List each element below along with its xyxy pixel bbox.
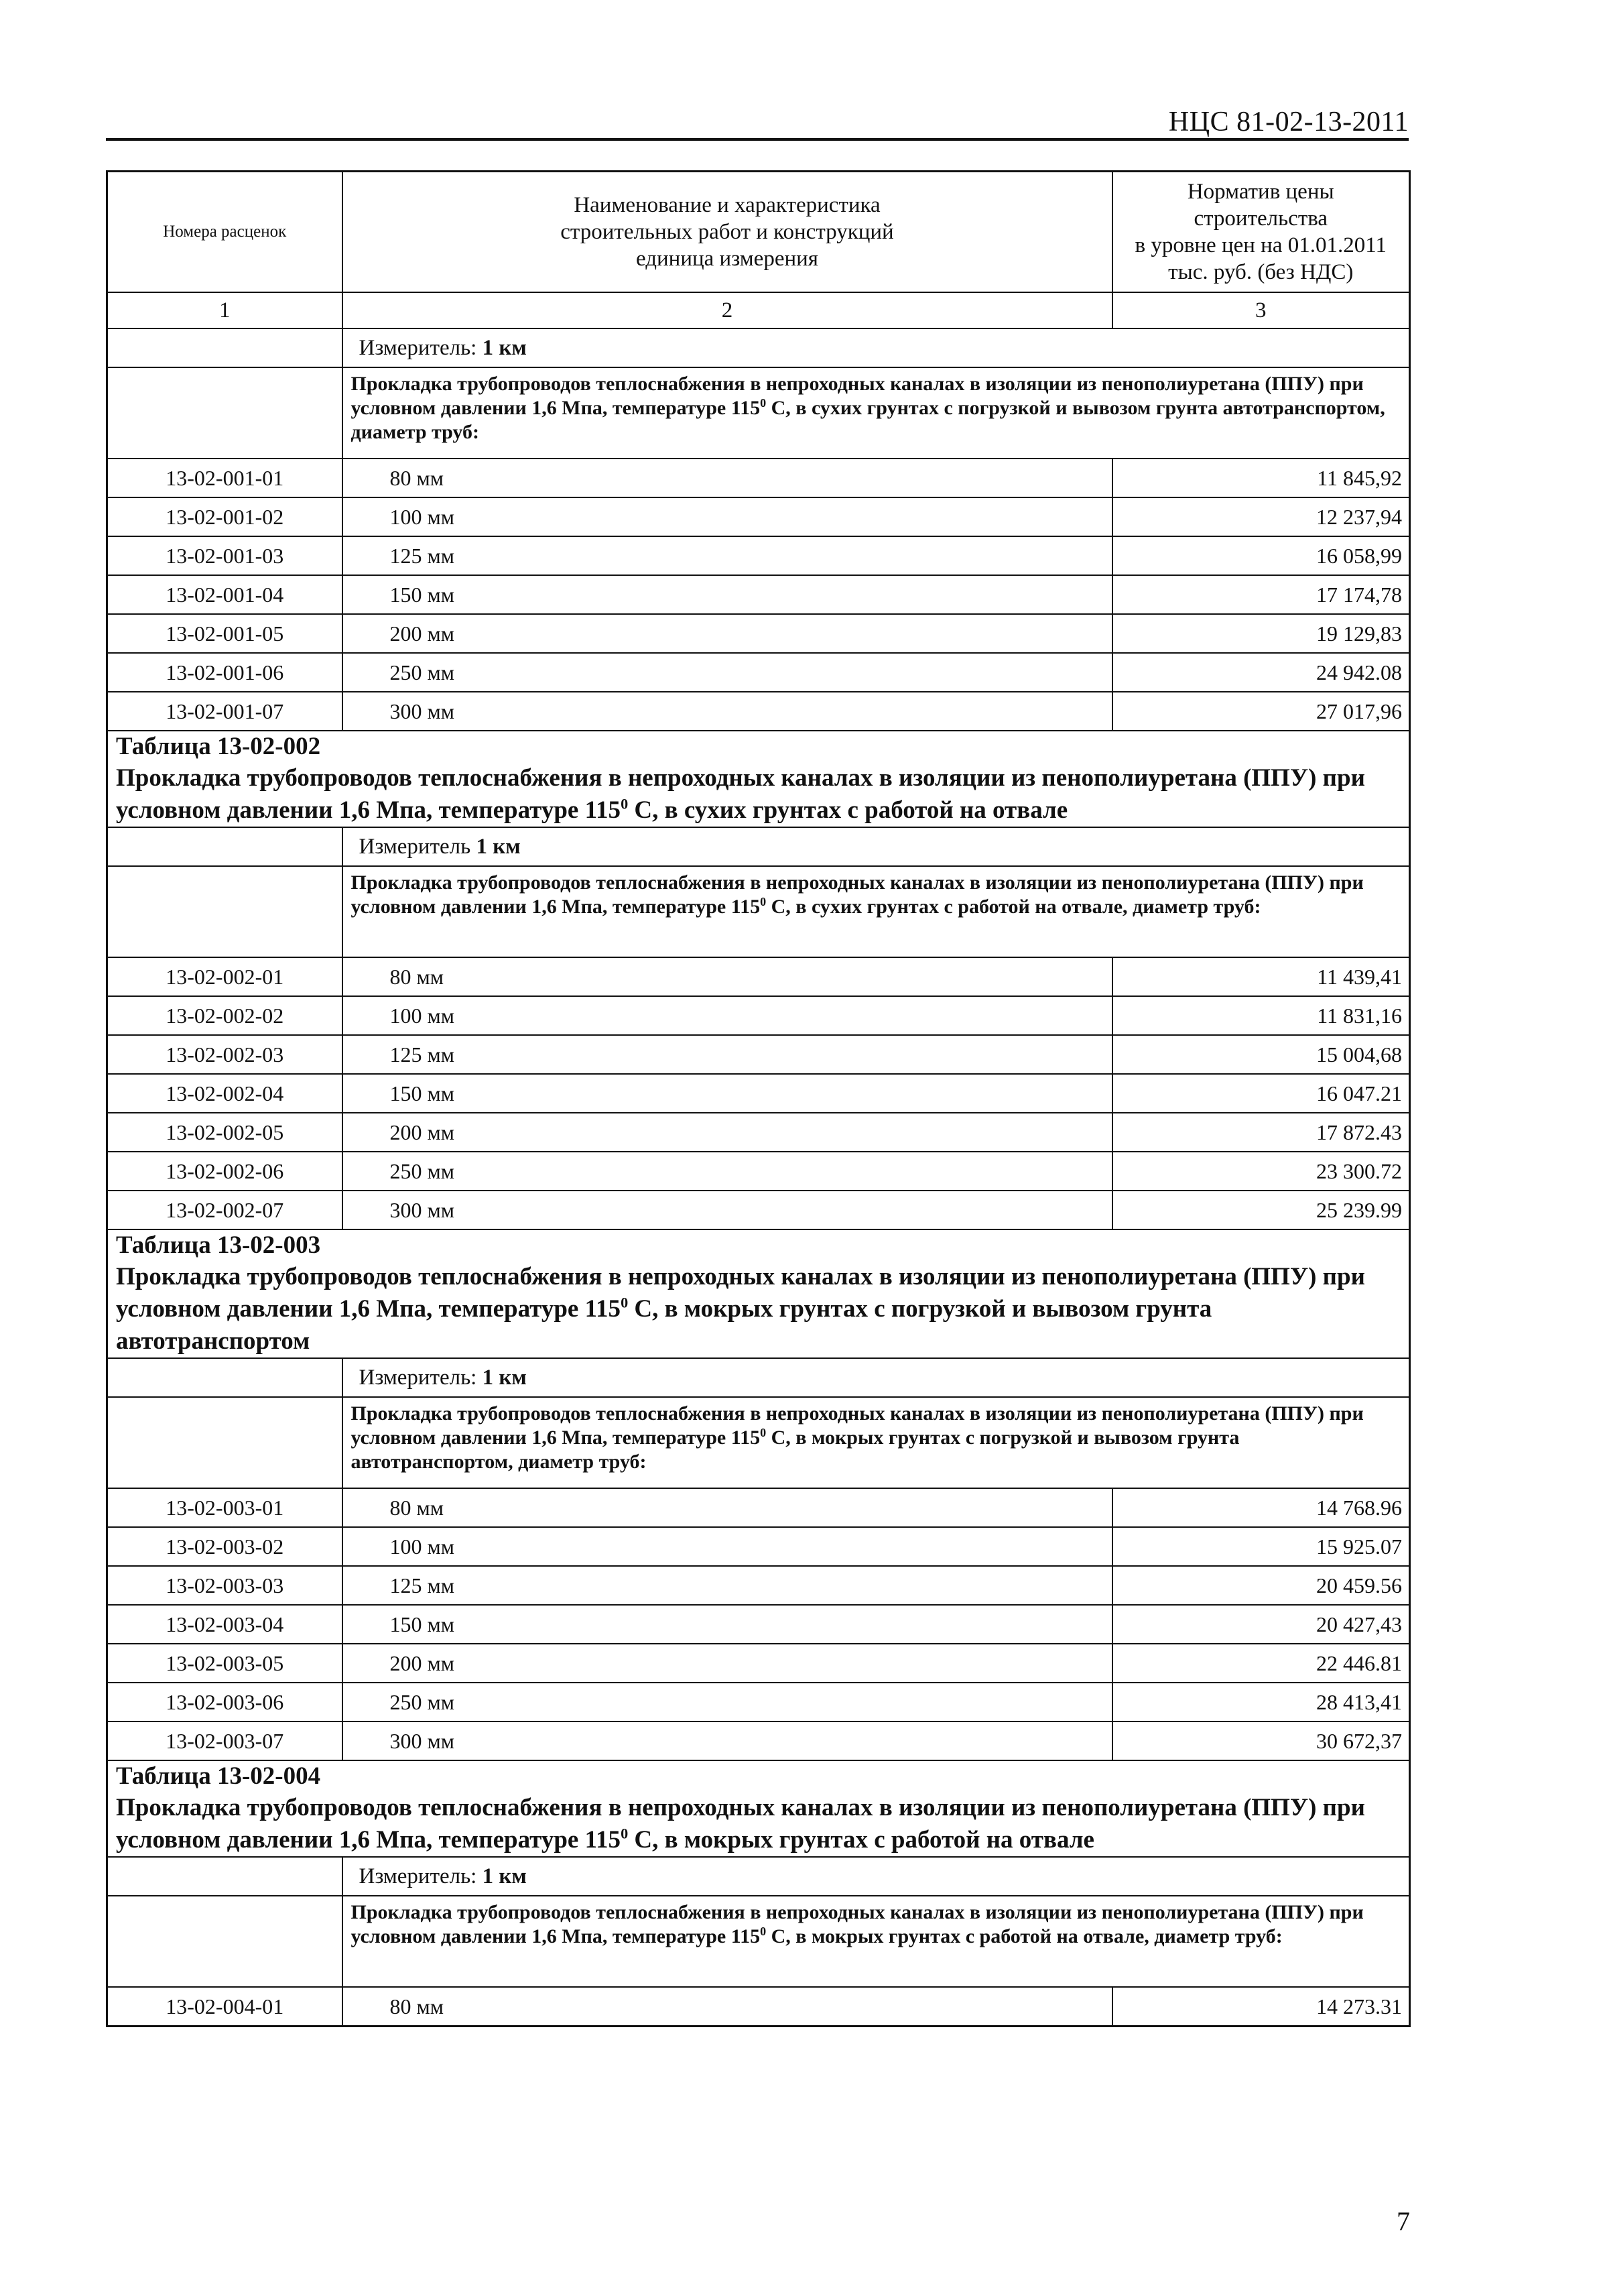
header-codes: Номера расценок: [107, 172, 342, 293]
table-row: [107, 653, 1410, 692]
table-row: [107, 1644, 1410, 1683]
price-value: 23 300.72: [1112, 1152, 1410, 1191]
table-row: [107, 957, 1410, 996]
rate-code: 13-02-001-06: [107, 653, 342, 692]
rate-code: 13-02-003-02: [107, 1527, 342, 1566]
header-price-line3: тыс. руб. (без НДС): [1168, 260, 1354, 284]
degree-superscript: 0: [760, 1925, 767, 1938]
page-number: 7: [1397, 2206, 1410, 2236]
pipe-diameter: 125 мм: [342, 1566, 1112, 1605]
rate-code: 13-02-004-01: [107, 1987, 342, 2027]
degree-superscript: 0: [621, 1294, 629, 1311]
pipe-diameter: 250 мм: [342, 1152, 1112, 1191]
pipe-diameter: 200 мм: [342, 1644, 1112, 1683]
description-blank-cell: [107, 367, 342, 459]
table-number: Таблица 13-02-002: [116, 733, 321, 760]
header-price-line2: в уровне цен на 01.01.2011: [1135, 233, 1387, 257]
rate-code: 13-02-003-03: [107, 1566, 342, 1605]
table-title-text: Прокладка трубопроводов теплоснабжения в непроходных каналах в изоляции из пенополиуретана (ППУ) при условном давлении 1,6 Мпа, температуре 115: [116, 1263, 1365, 1323]
price-value: 17 174,78: [1112, 575, 1410, 614]
table-row: [107, 536, 1410, 575]
measure-label: Измеритель:: [359, 1366, 477, 1390]
pipe-diameter: 80 мм: [342, 1987, 1112, 2027]
table-row: [107, 1605, 1410, 1644]
work-description: [342, 367, 1410, 459]
price-value: 17 872.43: [1112, 1113, 1410, 1152]
table-row: [107, 1987, 1410, 2027]
table-heading-row: [107, 1229, 1410, 1358]
rate-code: 13-02-001-01: [107, 459, 342, 497]
rate-code: 13-02-003-07: [107, 1721, 342, 1760]
table-heading: [107, 731, 1410, 827]
measure-unit: 1 км: [482, 336, 527, 360]
price-value: 22 446.81: [1112, 1644, 1410, 1683]
rate-code: 13-02-001-04: [107, 575, 342, 614]
measure-blank-cell: [107, 1358, 342, 1397]
price-value: 16 047.21: [1112, 1074, 1410, 1113]
rate-code: 13-02-003-01: [107, 1488, 342, 1527]
rate-code: 13-02-001-07: [107, 692, 342, 731]
rate-code: 13-02-001-05: [107, 614, 342, 653]
rate-code: 13-02-003-06: [107, 1683, 342, 1721]
table-row: [107, 1113, 1410, 1152]
price-value: 11 845,92: [1112, 459, 1410, 497]
price-value: 20 459.56: [1112, 1566, 1410, 1605]
table-row: [107, 1683, 1410, 1721]
degree-superscript: 0: [621, 795, 629, 812]
table-row: [107, 692, 1410, 731]
table-header-row: [107, 172, 1410, 293]
pipe-diameter: 80 мм: [342, 957, 1112, 996]
rate-code: 13-02-001-03: [107, 536, 342, 575]
measure-blank-cell: [107, 1857, 342, 1896]
table-title-text-end: С, в мокрых грунтах с погрузкой и вывозом грунта автотранспортом: [116, 1295, 1212, 1355]
price-value: 12 237,94: [1112, 497, 1410, 536]
price-value: 30 672,37: [1112, 1721, 1410, 1760]
price-value: 11 831,16: [1112, 996, 1410, 1035]
measure-row: [107, 827, 1410, 866]
price-value: 25 239.99: [1112, 1191, 1410, 1229]
table-title-text: Прокладка трубопроводов теплоснабжения в непроходных каналах в изоляции из пенополиуретана (ППУ) при условном давлении 1,6 Мпа, температуре 115: [116, 1794, 1365, 1854]
measure-unit: 1 км: [476, 835, 521, 859]
pipe-diameter: 125 мм: [342, 1035, 1112, 1074]
rate-code: 13-02-002-03: [107, 1035, 342, 1074]
work-description-text-end: С, в сухих грунтах с работой на отвале, диаметр труб:: [766, 896, 1261, 918]
work-description-text-end: С, в сухих грунтах с погрузкой и вывозом грунта автотранспортом, диаметр труб:: [350, 397, 1385, 443]
price-value: 15 004,68: [1112, 1035, 1410, 1074]
table-heading: [107, 1229, 1410, 1358]
document-code: НЦС 81-02-13-2011: [1168, 107, 1409, 137]
table-row: [107, 1488, 1410, 1527]
pipe-diameter: 250 мм: [342, 653, 1112, 692]
measure-row: [107, 1857, 1410, 1896]
pipe-diameter: 150 мм: [342, 1605, 1112, 1644]
measure-unit: 1 км: [482, 1366, 527, 1390]
measure-cell: [342, 328, 1410, 367]
pipe-diameter: 200 мм: [342, 614, 1112, 653]
pipe-diameter: 150 мм: [342, 1074, 1112, 1113]
price-value: 19 129,83: [1112, 614, 1410, 653]
measure-label: Измеритель: [359, 835, 471, 859]
pipe-diameter: 300 мм: [342, 1721, 1112, 1760]
description-row: [107, 1896, 1410, 1987]
table-title: [116, 1261, 1401, 1357]
rate-code: 13-02-002-05: [107, 1113, 342, 1152]
header-description-line1: Наименование и характеристика: [574, 193, 881, 217]
price-value: 27 017,96: [1112, 692, 1410, 731]
rate-code: 13-02-002-02: [107, 996, 342, 1035]
header-price: [1112, 172, 1410, 293]
measure-blank-cell: [107, 328, 342, 367]
rates-table: [106, 170, 1411, 2027]
measure-label: Измеритель:: [359, 336, 477, 360]
work-description: [342, 1397, 1410, 1488]
pipe-diameter: 125 мм: [342, 536, 1112, 575]
description-blank-cell: [107, 866, 342, 957]
pipe-diameter: 80 мм: [342, 459, 1112, 497]
pipe-diameter: 80 мм: [342, 1488, 1112, 1527]
table-row: [107, 1721, 1410, 1760]
header-description: [342, 172, 1112, 293]
pipe-diameter: 250 мм: [342, 1683, 1112, 1721]
work-description-text: Прокладка трубопроводов теплоснабжения в непроходных каналах в изоляции из пенополиуретана (ППУ) при условном давлении 1,6 Мпа, температуре 115: [350, 373, 1364, 419]
table-row: [107, 1191, 1410, 1229]
table-row: [107, 1152, 1410, 1191]
table-row: [107, 1566, 1410, 1605]
measure-blank-cell: [107, 827, 342, 866]
table-title: [116, 1792, 1401, 1856]
table-row: [107, 1035, 1410, 1074]
table-number: Таблица 13-02-004: [116, 1762, 321, 1790]
column-number-1: 1: [107, 292, 342, 328]
work-description-text-end: С, в мокрых грунтах с погрузкой и вывозом грунта автотранспортом, диаметр труб:: [350, 1427, 1240, 1473]
table-number: Таблица 13-02-003: [116, 1231, 321, 1259]
measure-row: [107, 328, 1410, 367]
price-value: 28 413,41: [1112, 1683, 1410, 1721]
rate-code: 13-02-002-06: [107, 1152, 342, 1191]
price-value: 15 925.07: [1112, 1527, 1410, 1566]
price-value: 20 427,43: [1112, 1605, 1410, 1644]
header-rule: [106, 138, 1409, 141]
table-heading: [107, 1760, 1410, 1857]
table-heading-row: [107, 1760, 1410, 1857]
column-number-3: 3: [1112, 292, 1410, 328]
rate-code: 13-02-003-05: [107, 1644, 342, 1683]
work-description-text: Прокладка трубопроводов теплоснабжения в непроходных каналах в изоляции из пенополиуретана (ППУ) при условном давлении 1,6 Мпа, температуре 115: [350, 1402, 1364, 1449]
pipe-diameter: 100 мм: [342, 497, 1112, 536]
rate-code: 13-02-002-07: [107, 1191, 342, 1229]
price-value: 14 273.31: [1112, 1987, 1410, 2027]
degree-superscript: 0: [621, 1825, 629, 1842]
pipe-diameter: 300 мм: [342, 1191, 1112, 1229]
price-value: 24 942.08: [1112, 653, 1410, 692]
pipe-diameter: 100 мм: [342, 1527, 1112, 1566]
degree-superscript: 0: [760, 895, 767, 908]
price-value: 11 439,41: [1112, 957, 1410, 996]
description-blank-cell: [107, 1397, 342, 1488]
measure-cell: [342, 1857, 1410, 1896]
pipe-diameter: 300 мм: [342, 692, 1112, 731]
table-row: [107, 459, 1410, 497]
header-description-line3: единица измерения: [636, 247, 818, 271]
description-row: [107, 866, 1410, 957]
work-description: [342, 866, 1410, 957]
table-row: [107, 497, 1410, 536]
table-row: [107, 1074, 1410, 1113]
description-row: [107, 367, 1410, 459]
column-number-2: 2: [342, 292, 1112, 328]
table-row: [107, 1527, 1410, 1566]
rate-code: 13-02-003-04: [107, 1605, 342, 1644]
degree-superscript: 0: [760, 396, 767, 410]
measure-unit: 1 км: [482, 1864, 527, 1888]
measure-row: [107, 1358, 1410, 1397]
price-value: 16 058,99: [1112, 536, 1410, 575]
description-blank-cell: [107, 1896, 342, 1987]
table-row: [107, 996, 1410, 1035]
header-description-line2: строительных работ и конструкций: [560, 220, 894, 244]
table-title-text: Прокладка трубопроводов теплоснабжения в непроходных каналах в изоляции из пенополиуретана (ППУ) при условном давлении 1,6 Мпа, температуре 115: [116, 764, 1365, 824]
measure-cell: [342, 827, 1410, 866]
rate-code: 13-02-002-04: [107, 1074, 342, 1113]
rates-page: [106, 170, 1409, 2027]
pipe-diameter: 100 мм: [342, 996, 1112, 1035]
rate-code: 13-02-002-01: [107, 957, 342, 996]
description-row: [107, 1397, 1410, 1488]
work-description-text: Прокладка трубопроводов теплоснабжения в непроходных каналах в изоляции из пенополиуретана (ППУ) при условном давлении 1,6 Мпа, температуре 115: [350, 871, 1364, 918]
pipe-diameter: 200 мм: [342, 1113, 1112, 1152]
table-heading-row: [107, 731, 1410, 827]
measure-cell: [342, 1358, 1410, 1397]
header-price-line1: Норматив цены строительства: [1187, 180, 1334, 231]
table-title-text-end: С, в сухих грунтах с работой на отвале: [628, 796, 1068, 824]
work-description-text-end: С, в мокрых грунтах с работой на отвале, диаметр труб:: [766, 1925, 1283, 1947]
degree-superscript: 0: [760, 1426, 767, 1439]
work-description-text: Прокладка трубопроводов теплоснабжения в непроходных каналах в изоляции из пенополиуретана (ППУ) при условном давлении 1,6 Мпа, температуре 115: [350, 1901, 1364, 1947]
table-row: [107, 614, 1410, 653]
rate-code: 13-02-001-02: [107, 497, 342, 536]
pipe-diameter: 150 мм: [342, 575, 1112, 614]
work-description: [342, 1896, 1410, 1987]
table-title-text-end: С, в мокрых грунтах с работой на отвале: [628, 1826, 1094, 1854]
price-value: 14 768.96: [1112, 1488, 1410, 1527]
table-row: [107, 575, 1410, 614]
column-numbers-row: [107, 292, 1410, 328]
measure-label: Измеритель:: [359, 1864, 477, 1888]
table-title: [116, 762, 1401, 827]
